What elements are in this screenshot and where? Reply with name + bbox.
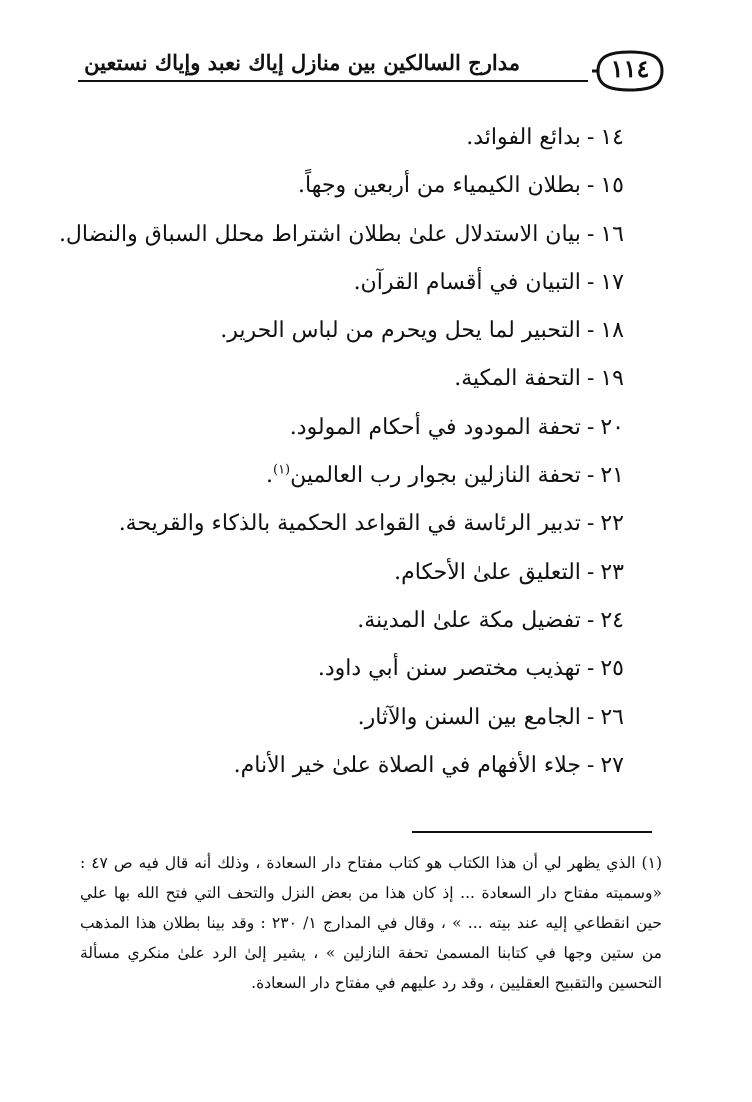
item-dash: - <box>586 221 595 247</box>
item-title: تدبير الرئاسة في القواعد الحكمية بالذكاء والقريحة. <box>118 511 581 537</box>
list-item <box>104 645 624 693</box>
item-dash: - <box>586 269 595 295</box>
item-title: تهذيب مختصر سنن أبي داود. <box>317 656 581 682</box>
item-dash: - <box>586 125 595 150</box>
footnote-line: من ستين وجها في كتابنا المسمىٰ تحفة النازلين » ، يشير إلىٰ الرد علىٰ منكري مسألة <box>80 944 662 962</box>
item-title: التبيان في أقسام القرآن. <box>353 269 581 295</box>
footnote-line: (١) الذي يظهر لي أن هذا الكتاب هو كتاب مفتاح دار السعادة ، وذلك أنه قال فيه ص ٤٧ : <box>80 854 662 872</box>
item-number: ٢٧ <box>600 752 624 778</box>
item-title: بدائع الفوائد. <box>466 125 581 150</box>
item-number: ٢٥ <box>600 656 624 682</box>
item-dash: - <box>586 414 595 440</box>
footnote-line: التحسين والتقبيح العقليين ، وقد رد عليهم في مفتاح دار السعادة. <box>251 974 662 992</box>
item-title: التحفة المكية. <box>454 366 581 392</box>
item-title: تحفة النازلين بجوار رب العالمين <box>290 463 581 489</box>
item-end-punct: . <box>265 463 273 489</box>
footnote-separator <box>412 831 652 833</box>
list-item <box>104 114 624 162</box>
item-number: ١٨ <box>600 318 624 344</box>
page-number-badge <box>590 46 670 96</box>
item-title: تحفة المودود في أحكام المولود. <box>289 414 581 440</box>
item-number: ١٤ <box>600 125 624 150</box>
list-item <box>104 307 624 355</box>
list-item <box>104 694 624 742</box>
list-item <box>104 404 624 452</box>
item-number: ٢١ <box>600 463 624 489</box>
footnote-line: حين انقطاعي إليه عند بيته ... » ، وقال في المدارج ١/ ٢٣٠ : وقد بينا بطلان هذا المذهب <box>80 914 662 932</box>
item-title: الجامع بين السنن والآثار. <box>357 704 581 730</box>
footnote-line: «وسميته مفتاح دار السعادة ... إذ كان هذا من بعض النزل والتحف التي فتح الله بها علي <box>80 884 662 902</box>
page-number: ١١٤ <box>610 54 650 83</box>
item-number: ٢٠ <box>600 414 624 440</box>
item-dash: - <box>586 511 595 537</box>
item-number: ٢٦ <box>600 704 624 730</box>
footnote <box>80 848 662 998</box>
list-item <box>104 742 624 790</box>
item-dash: - <box>586 704 595 730</box>
item-number: ٢٣ <box>600 559 624 585</box>
item-number: ٢٤ <box>600 607 624 633</box>
item-number: ١٦ <box>600 221 624 247</box>
list-item <box>104 500 624 548</box>
running-title: مدارج السالكين بين منازل إياك نعبد وإياك نستعين <box>84 50 520 75</box>
item-dash: - <box>586 656 595 682</box>
item-title: بطلان الكيمياء من أربعين وجهاً. <box>298 173 581 199</box>
page-header <box>70 40 670 100</box>
list-item <box>104 452 624 500</box>
item-number: ٢٢ <box>600 511 624 537</box>
item-number: ١٩ <box>600 366 624 392</box>
item-dash: - <box>586 559 595 585</box>
list-item <box>58 211 624 259</box>
item-title: تفضيل مكة علىٰ المدينة. <box>357 607 581 633</box>
item-dash: - <box>586 463 595 489</box>
list-item <box>104 259 624 307</box>
item-dash: - <box>586 607 595 633</box>
item-title: التعليق علىٰ الأحكام. <box>394 559 581 585</box>
item-dash: - <box>586 173 595 199</box>
list-item <box>104 597 624 645</box>
item-dash: - <box>586 366 595 392</box>
list-item <box>104 355 624 403</box>
list-item <box>104 162 624 210</box>
item-title: بيان الاستدلال علىٰ بطلان اشتراط محلل السباق والنضال. <box>58 221 581 247</box>
item-number: ١٥ <box>600 173 624 199</box>
footnote-marker: (١) <box>272 462 291 478</box>
item-dash: - <box>586 318 595 344</box>
item-title: جلاء الأفهام في الصلاة علىٰ خير الأنام. <box>233 752 581 778</box>
list-item <box>104 549 624 597</box>
header-rule <box>78 80 588 82</box>
item-number: ١٧ <box>600 269 624 295</box>
item-title: التحبير لما يحل ويحرم من لباس الحرير. <box>220 318 581 344</box>
works-list <box>58 114 624 790</box>
item-dash: - <box>586 752 595 778</box>
